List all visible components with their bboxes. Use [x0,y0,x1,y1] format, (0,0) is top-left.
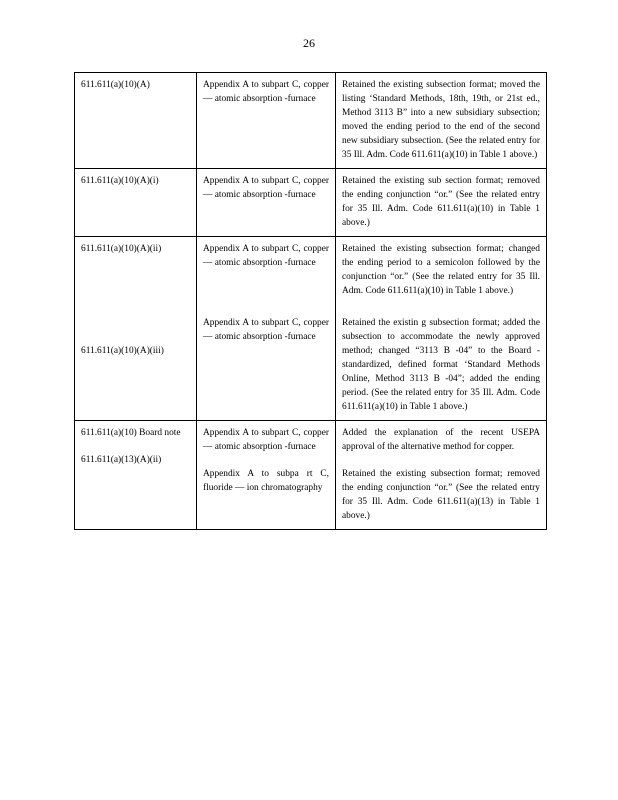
source-description: Appendix A to subpart C, copper — atomic absorption -furnace [203,318,329,342]
action-description: Retained the existing subsection format; moved the listing ‘Standard Methods, 18th, 19th, or 21st ed., Method 3113 B” into a new subsidiary subsection; moved the ending period to the end of the second new subsidiary subsection. (See the related entry for 35 Ill. Adm. Code 611.611(a)(10) in Table 1 above.) [342,80,540,160]
action-description: Retained the existing subsection format; changed the ending period to a semicolon followed by the conjunction “or.” (See the related entry for 35 Ill. Adm. Code 611.611(a)(10) in Table 1 above.) [342,244,540,296]
page-number: 26 [303,36,315,50]
section-reference: 611.611(a)(10) Board note [81,428,181,438]
source-description: Appendix A to subpa rt C, fluoride — ion chromatography [203,469,329,493]
section-cell [75,421,197,530]
source-cell [197,169,336,237]
table-row [75,73,547,169]
action-cell [336,73,547,169]
section-cell [75,169,197,237]
source-cell [197,421,336,530]
source-description: Appendix A to subpart C, copper — atomic absorption -furnace [203,80,329,104]
source-description: Appendix A to subpart C, copper — atomic absorption -furnace [203,244,329,268]
action-cell [336,421,547,530]
source-cell [197,73,336,169]
action-cell [336,169,547,237]
action-cell [336,237,547,421]
action-description: Added the explanation of the recent USEPA approval of the alternative method for copper. [342,428,540,452]
source-description: Appendix A to subpart C, copper — atomic absorption -furnace [203,428,329,452]
section-reference: 611.611(a)(10)(A)(iii) [81,346,164,356]
section-reference: 611.611(a)(10)(A)(i) [81,176,159,186]
action-description: Retained the existin g subsection format; added the subsection to accommodate the newly approved method; changed “3113 B -04” to the Board -standardized, defined format ‘Standard Methods Online, Method 3113 B -04”; added the ending period. (See the related entry for 35 Ill. Adm. Code 611.611(a)(10) in Table 1 above.) [342,318,540,412]
amendments-table [74,72,547,530]
section-cell [75,73,197,169]
table-row [75,421,547,530]
section-reference: 611.611(a)(13)(A)(ii) [81,455,162,465]
table-row [75,169,547,237]
source-cell [197,237,336,421]
action-description: Retained the existing sub section format; removed the ending conjunction “or.” (See the related entry for 35 Ill. Adm. Code 611.611(a)(10) in Table 1 above.) [342,176,540,228]
table-row [75,237,547,421]
section-cell [75,237,197,421]
section-reference: 611.611(a)(10)(A) [81,80,150,90]
section-reference: 611.611(a)(10)(A)(ii) [81,244,162,254]
source-description: Appendix A to subpart C, copper — atomic absorption -furnace [203,176,329,200]
action-description: Retained the existing subsection format; removed the ending conjunction “or.” (See the related entry for 35 Ill. Adm. Code 611.611(a)(13) in Table 1 above.) [342,469,540,521]
